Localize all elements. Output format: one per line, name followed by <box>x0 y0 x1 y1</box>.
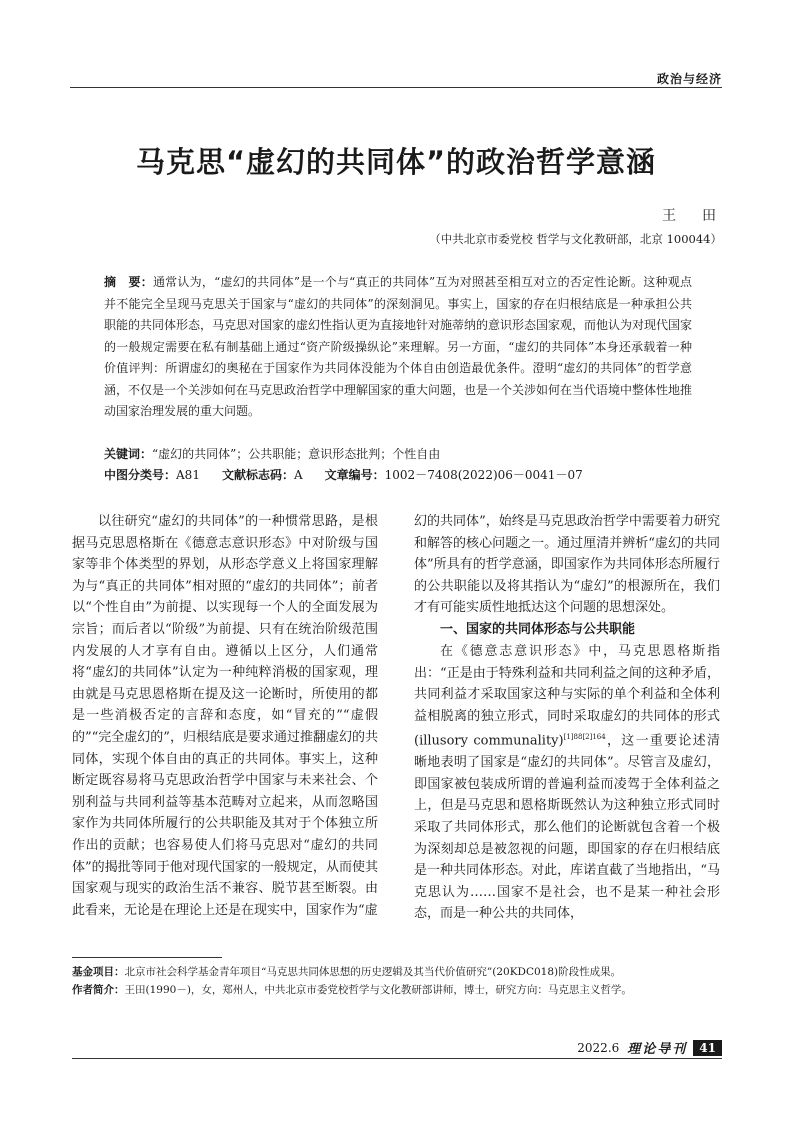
running-header <box>70 66 722 88</box>
article-number-value: 1002－7408(2022)06－0041－07 <box>384 468 583 482</box>
footer-rule <box>72 1058 722 1059</box>
doc-code-label: 文献标志码： <box>221 468 294 482</box>
funding-label: 基金项目： <box>72 966 125 978</box>
clc-value: A81 <box>176 468 200 482</box>
page-number: 41 <box>693 1040 722 1056</box>
body-column-right <box>414 511 720 925</box>
footnotes <box>72 963 722 999</box>
funding-text: 北京市社会科学基金青年项目“马克思共同体思想的历史逻辑及其当代价值研究”(20KDC018)阶段性成果。 <box>124 966 622 978</box>
article-number-label: 文章编号： <box>324 468 385 482</box>
footnote-rule <box>72 957 222 958</box>
issue-date: 2022.6 <box>577 1040 620 1055</box>
body-paragraph: 以往研究“虚幻的共同体”的一种惯常思路，是根据马克思恩格斯在《德意志意识形态》中对阶级与国家等非个体类型的界划，从形态学意义上将国家理解为与“真正的共同体”相对照的“虚幻的共同体”；前者以“个性自由”为前提、以实现每一个人的全面发展为宗旨；而后者以“阶级”为前提、只有在统治阶级范围内发展的人才享有自由。遵循以上区分，人们通常将“虚幻的共同体”认定为一种纯粹消极的国家观，理由就是马克思恩格斯在提及这一论断时，所使用的都是一些消极否定的言辞和态度，如“冒充的”“虚假的”“完全虚幻的”，归根结底是要求通过推翻虚幻的共同体，实现个体自由的真正的共同体。事实上，这种断定既容易将马克思政治哲学中国家与未来社会、个别利益与共同利益等基本范畴对立起来，从而忽略国家作为共同体所履行的公共职能及其对于个体独立所作出的贡献；也容易使人们将马克思对“虚幻的共同体”的揭批等同于他对现代国家的一般规定，从而使其国家观与现实的政治生活不兼容、脱节甚至断裂。由此看来，无论是在理论上还是在现实中，国家作为“虚 <box>72 514 378 918</box>
keywords-text: “虚幻的共同体”；公共职能；意识形态批判；个性自由 <box>152 447 441 461</box>
article-author: 王 田 <box>662 208 722 224</box>
bio-text: 王田(1990－)，女，郑州人，中共北京市委党校哲学与文化教研部讲师，博士，研究方向：马克思主义哲学。 <box>124 984 632 996</box>
classification-line <box>104 466 704 483</box>
article-title: 马克思“虚幻的共同体”的政治哲学意涵 <box>135 145 657 179</box>
header-rule <box>70 87 722 88</box>
keywords <box>104 445 704 462</box>
abstract-text: 通常认为，“虚幻的共同体”是一个与“真正的共同体”互为对照甚至相互对立的否定性论断。这种观点并不能完全呈现马克思关于国家与“虚幻的共同体”的深刻洞见。事实上，国家的存在归根结底是一种承担公共职能的共同体形态，马克思对国家的虚幻性指认更为直接地针对施蒂纳的意识形态国家观，而他认为对现代国家的一般规定需要在私有制基础上通过“资产阶级操纵论”来理解。另一方面，“虚幻的共同体”本身还承载着一种价值评判：所谓虚幻的奥秘在于国家作为共同体没能为个体自由创造最优条件。澄明“虚幻的共同体”的哲学意涵，不仅是一个关涉如何在马克思政治哲学中理解国家的重大问题，也是一个关涉如何在当代语境中整体性地推动国家治理发展的重大问题。 <box>104 275 693 418</box>
keywords-label: 关键词： <box>104 447 153 461</box>
abstract-label: 摘 要： <box>104 275 153 289</box>
journal-name: 理论导刊 <box>627 1042 688 1057</box>
body-text: 在《德意志意识形态》中，马克思恩格斯指出：“正是由于特殊利益和共同利益之间的这种矛盾，共同利益才采取国家这种与实际的单个利益和全体利益相脱离的独立形式，同时采取虚幻的共同体的形式(illusory communality) <box>414 643 720 749</box>
clc-label: 中图分类号： <box>104 468 177 482</box>
citation: [1]88 <box>563 733 583 742</box>
section-heading: 一、国家的共同体形态与公共职能 <box>440 621 636 637</box>
citation: [2]164 <box>582 733 606 742</box>
abstract <box>104 272 692 423</box>
body-column-left <box>72 511 378 921</box>
author-bio <box>72 981 722 999</box>
funding-note <box>72 963 722 981</box>
body-paragraph: 幻的共同体”，始终是马克思政治哲学中需要着力研究和解答的核心问题之一。通过厘清并辨析“虚幻的共同体”所具有的哲学意涵，即国家作为共同体形态所履行的公共职能以及将其指认为“虚幻”的根源所在，我们才有可能实质性地抵达这个问题的思想深处。 <box>414 514 720 616</box>
body-text: ，这一重要论述清晰地表明了国家是“虚幻的共同体”。尽管言及虚幻，即国家被包装成所谓的普遍利益而凌驾于全体利益之上，但是马克思和恩格斯既然认为这种独立形式同时采取了共同体形式，那么他们的论断就包含着一个极为深刻却总是被忽视的问题，即国家的存在归根结底是一种共同体形态。对此，库诺直截了当地指出，“马克思认为……国家不是社会，也不是某一种社会形态，而是一种公共的共同体， <box>414 733 720 922</box>
bio-label: 作者简介： <box>72 984 125 996</box>
header-section: 政治与经济 <box>656 72 722 86</box>
author-affiliation: （中共北京市委党校 哲学与文化教研部，北京 100044） <box>429 232 722 246</box>
body-paragraph <box>414 641 720 925</box>
doc-code-value: A <box>293 468 303 482</box>
page-footer <box>577 1038 722 1058</box>
